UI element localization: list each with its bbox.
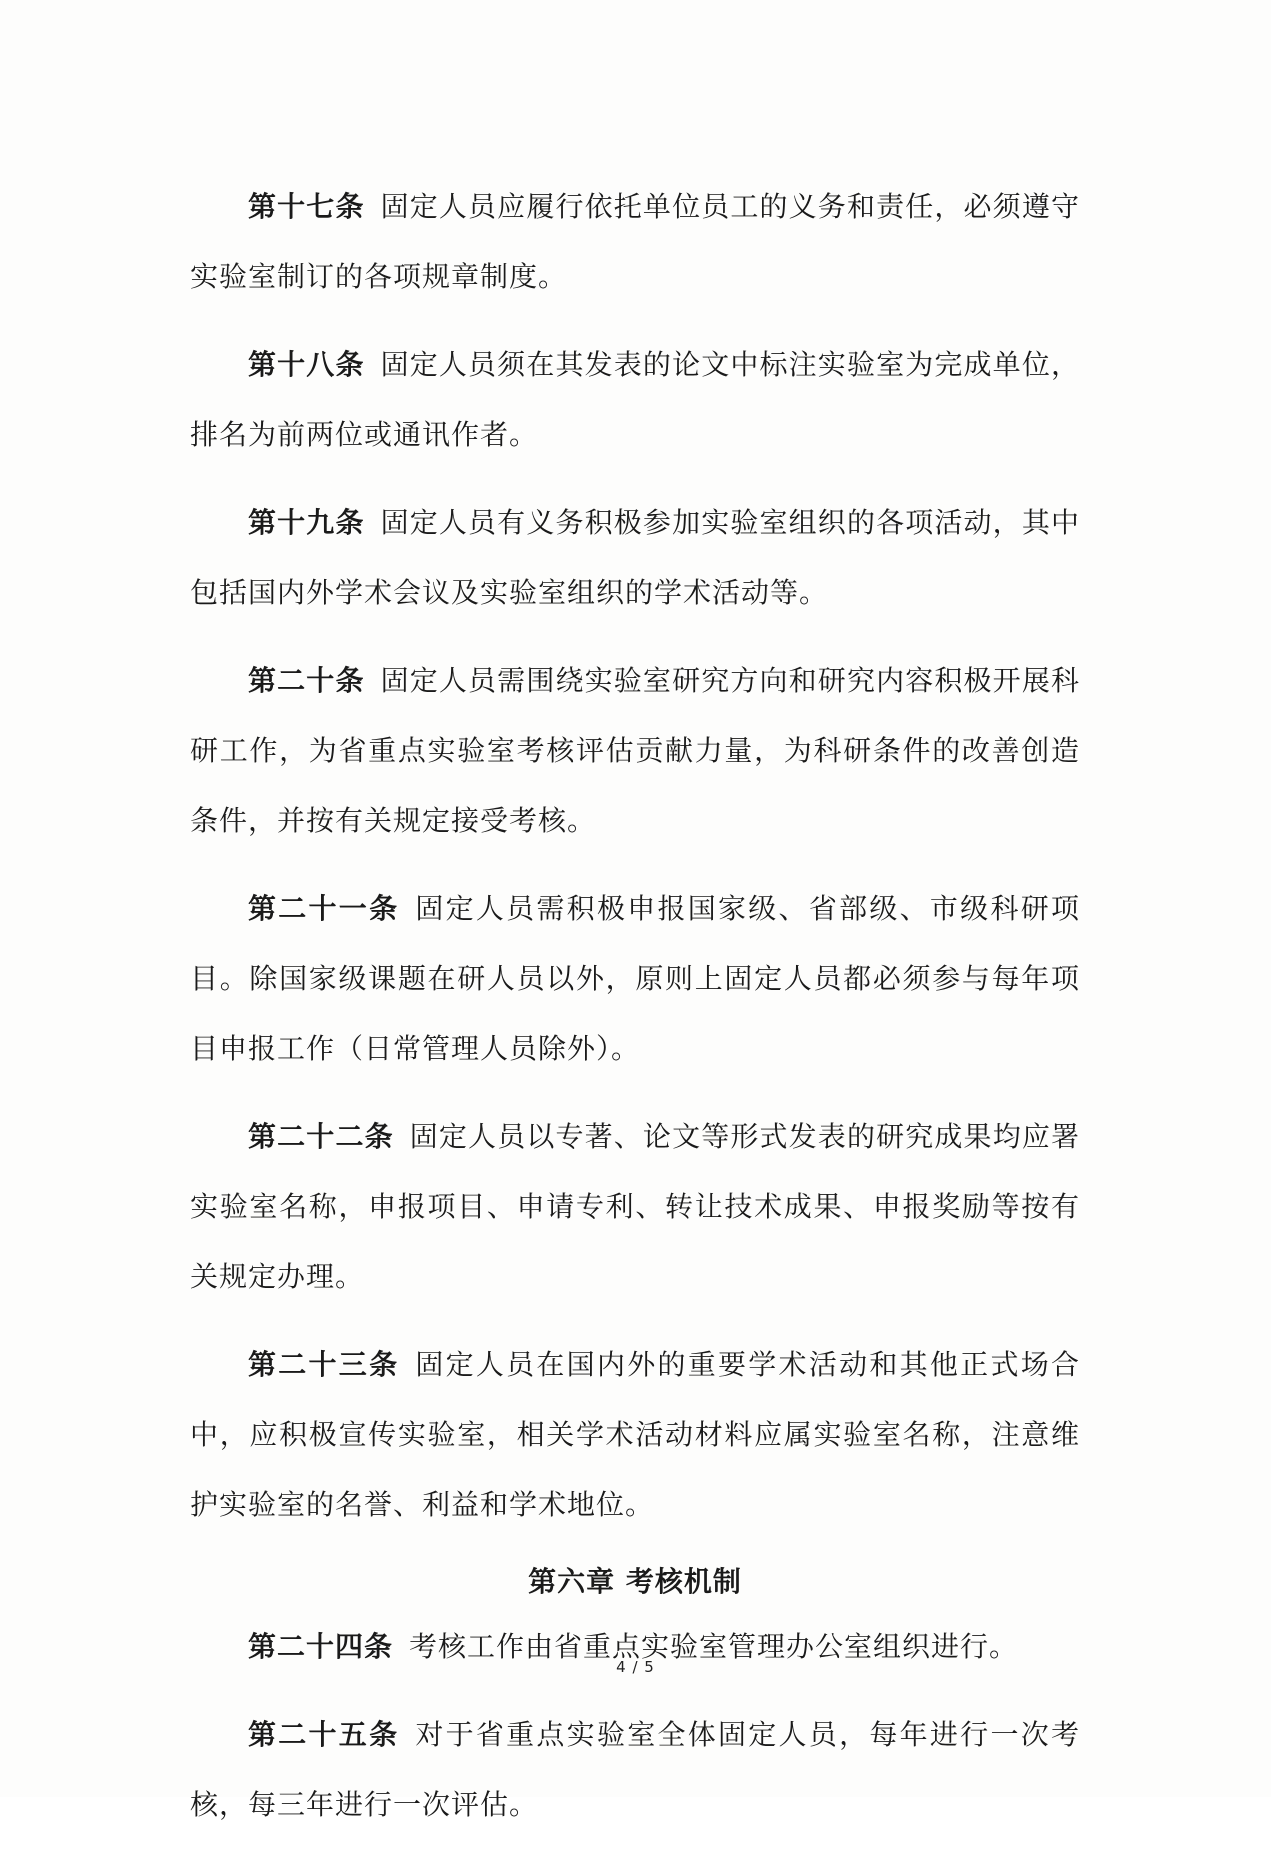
article-number: 第二十条 xyxy=(248,664,365,697)
page-number: 4 / 5 xyxy=(616,1658,655,1676)
document-body xyxy=(190,172,1080,1858)
article-number: 第二十一条 xyxy=(248,892,400,925)
article-text: 固定人员在国内外的重要学术活动和其他正式场合中，应积极宣传实验室，相关学术活动材料应属实验室名称，注意维护实验室的名誉、利益和学术地位。 xyxy=(190,1348,1080,1521)
article-18 xyxy=(190,330,1080,470)
article-number: 第二十三条 xyxy=(248,1348,400,1381)
article-22 xyxy=(190,1102,1080,1312)
chapter-heading: 第六章 考核机制 xyxy=(528,1565,742,1598)
article-21 xyxy=(190,874,1080,1084)
article-number: 第二十五条 xyxy=(248,1718,400,1751)
article-19 xyxy=(190,488,1080,628)
article-20 xyxy=(190,646,1080,856)
article-17 xyxy=(190,172,1080,312)
article-text: 固定人员以专著、论文等形式发表的研究成果均应署实验室名称，申报项目、申请专利、转让技术成果、申报奖励等按有关规定办理。 xyxy=(190,1120,1080,1293)
article-25 xyxy=(190,1700,1080,1840)
article-number: 第二十四条 xyxy=(248,1630,394,1663)
article-text: 固定人员需围绕实验室研究方向和研究内容积极开展科研工作，为省重点实验室考核评估贡献力量，为科研条件的改善创造条件，并按有关规定接受考核。 xyxy=(190,664,1080,837)
article-text: 固定人员需积极申报国家级、省部级、市级科研项目。除国家级课题在研人员以外，原则上固定人员都必须参与每年项目申报工作（日常管理人员除外）。 xyxy=(190,892,1080,1065)
article-number: 第十七条 xyxy=(248,190,365,223)
article-text: 固定人员有义务积极参加实验室组织的各项活动，其中包括国内外学术会议及实验室组织的学术活动等。 xyxy=(190,506,1080,609)
article-text: 考核工作由省重点实验室管理办公室组织进行。 xyxy=(409,1630,1019,1663)
article-text: 固定人员须在其发表的论文中标注实验室为完成单位，排名为前两位或通讯作者。 xyxy=(190,348,1080,451)
article-text: 对于省重点实验室全体固定人员，每年进行一次考核，每三年进行一次评估。 xyxy=(190,1718,1080,1821)
article-23 xyxy=(190,1330,1080,1540)
article-number: 第十八条 xyxy=(248,348,365,381)
article-number: 第二十二条 xyxy=(248,1120,394,1153)
article-number: 第十九条 xyxy=(248,506,365,539)
article-text: 固定人员应履行依托单位员工的义务和责任，必须遵守实验室制订的各项规章制度。 xyxy=(190,190,1080,293)
